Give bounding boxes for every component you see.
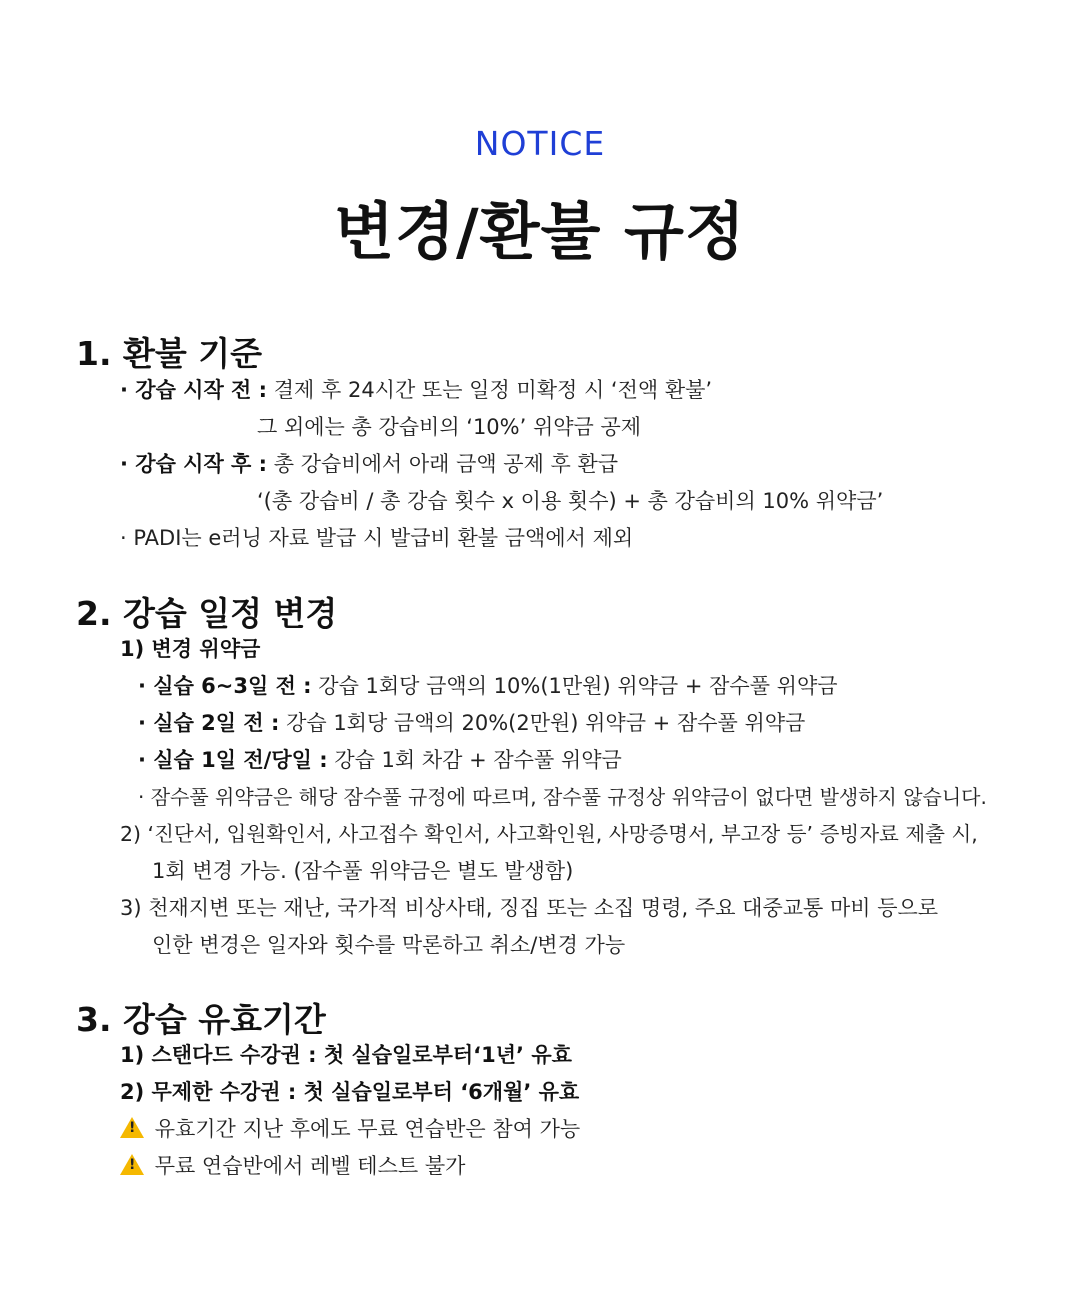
schedule-item3 <box>138 746 622 774</box>
validity-item1: 1) 스탠다드 수강권 : 첫 실습일로부터‘1년’ 유효 <box>120 1043 572 1067</box>
refund-after-text: 총 강습비에서 아래 금액 공제 후 환급 <box>273 452 619 476</box>
refund-after-row <box>120 450 618 478</box>
section-schedule-title: 2. 강습 일정 변경 <box>76 594 338 633</box>
schedule-item3-label: · 실습 1일 전/당일 : <box>138 748 328 772</box>
schedule-item3-text: 강습 1회 차감 + 잠수풀 위약금 <box>334 748 622 772</box>
section-validity-title: 3. 강습 유효기간 <box>76 1000 326 1039</box>
section-refund-title: 1. 환불 기준 <box>76 334 262 373</box>
validity-warning1 <box>120 1115 580 1143</box>
page-title: 변경/환불 규정 <box>334 195 746 268</box>
schedule-item2-label: · 실습 2일 전 : <box>138 711 280 735</box>
schedule-sub3-line1: 3) 천재지변 또는 재난, 국가적 비상사태, 징집 또는 소집 명령, 주요 대중교통 마비 등으로 <box>120 896 939 920</box>
schedule-sub1: 1) 변경 위약금 <box>120 637 261 661</box>
refund-before-label: · 강습 시작 전 : <box>120 378 268 402</box>
notice-label: NOTICE <box>474 124 606 163</box>
schedule-item1-text: 강습 1회당 금액의 10%(1만원) 위약금 + 잠수풀 위약금 <box>318 674 838 698</box>
refund-after-text2: ‘(총 강습비 / 총 강습 횟수 x 이용 횟수) + 총 강습비의 10% 위약금’ <box>257 489 884 513</box>
schedule-item4: · 잠수풀 위약금은 해당 잠수풀 규정에 따르며, 잠수풀 규정상 위약금이 없다면 발생하지 않습니다. <box>138 785 987 809</box>
warning-icon <box>120 1154 144 1175</box>
schedule-sub3-line2: 인한 변경은 일자와 횟수를 막론하고 취소/변경 가능 <box>152 933 626 957</box>
schedule-sub2-line2: 1회 변경 가능. (잠수풀 위약금은 별도 발생함) <box>152 859 574 883</box>
schedule-item2 <box>138 709 805 737</box>
schedule-item1-label: · 실습 6~3일 전 : <box>138 674 312 698</box>
schedule-sub2-line1: 2) ‘진단서, 입원확인서, 사고접수 확인서, 사고확인원, 사망증명서, 부고장 등’ 증빙자료 제출 시, <box>120 822 978 846</box>
validity-warning1-text: 유효기간 지난 후에도 무료 연습반은 참여 가능 <box>154 1117 581 1141</box>
refund-before-text2: 그 외에는 총 강습비의 ‘10%’ 위약금 공제 <box>257 415 642 439</box>
validity-warning2 <box>120 1152 465 1180</box>
warning-icon <box>120 1117 144 1138</box>
validity-warning2-text: 무료 연습반에서 레벨 테스트 불가 <box>154 1154 466 1178</box>
refund-after-label: · 강습 시작 후 : <box>120 452 268 476</box>
schedule-item1 <box>138 672 838 700</box>
refund-padi-note: · PADI는 e러닝 자료 발급 시 발급비 환불 금액에서 제외 <box>120 526 634 550</box>
schedule-item2-text: 강습 1회당 금액의 20%(2만원) 위약금 + 잠수풀 위약금 <box>286 711 806 735</box>
refund-before-text: 결제 후 24시간 또는 일정 미확정 시 ‘전액 환불’ <box>273 378 713 402</box>
refund-before-row <box>120 376 712 404</box>
validity-item2: 2) 무제한 수강권 : 첫 실습일로부터 ‘6개월’ 유효 <box>120 1080 580 1104</box>
